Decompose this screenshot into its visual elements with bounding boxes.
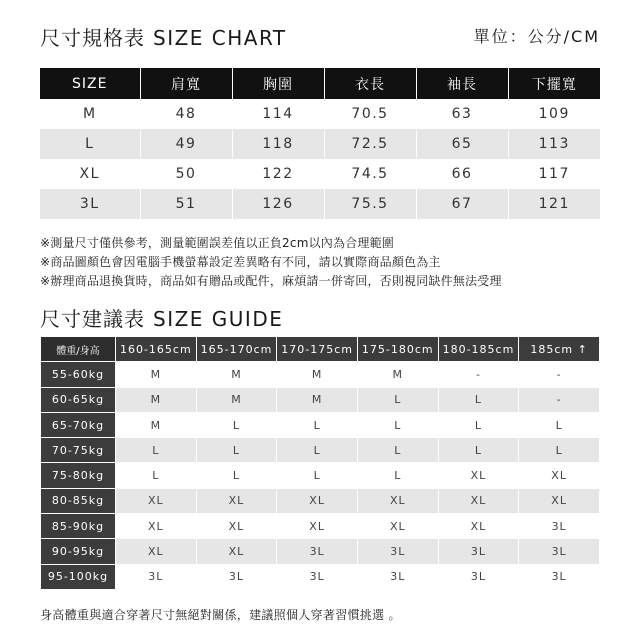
guide-size-cell: - xyxy=(519,387,600,412)
guide-size-cell: L xyxy=(196,412,277,437)
value-cell: 51 xyxy=(140,189,232,219)
table-row xyxy=(41,463,600,488)
size-guide-header-row xyxy=(41,337,600,362)
value-cell: 126 xyxy=(232,189,324,219)
table-row xyxy=(41,362,600,387)
guide-size-cell: 3L xyxy=(196,564,277,589)
value-cell: 66 xyxy=(416,159,508,189)
value-cell: 65 xyxy=(416,129,508,159)
size-guide-title xyxy=(40,303,283,332)
guide-size-cell: XL xyxy=(438,463,519,488)
value-cell: 50 xyxy=(140,159,232,189)
guide-size-cell: 3L xyxy=(438,564,519,589)
size-cell: L xyxy=(40,129,140,159)
size-chart-table xyxy=(40,68,600,219)
table-row xyxy=(41,387,600,412)
guide-size-cell: XL xyxy=(357,488,438,513)
table-row xyxy=(40,189,600,219)
value-cell: 63 xyxy=(416,99,508,129)
note-measurement: ※測量尺寸僅供參考，測量範圍誤差值以正負2cm以內為合理範圍 xyxy=(40,236,394,250)
value-cell: 109 xyxy=(508,99,600,129)
guide-size-cell: L xyxy=(438,438,519,463)
header-cell: 下擺寬 xyxy=(508,68,600,99)
value-cell: 122 xyxy=(232,159,324,189)
table-row xyxy=(41,539,600,564)
guide-size-cell: L xyxy=(357,412,438,437)
guide-size-cell: XL xyxy=(116,488,197,513)
guide-size-cell: XL xyxy=(277,514,358,539)
value-cell: 121 xyxy=(508,189,600,219)
guide-size-cell: M xyxy=(116,362,197,387)
guide-size-cell: 3L xyxy=(357,539,438,564)
header-cell: 胸圍 xyxy=(232,68,324,99)
size-guide-title-zh: 尺寸建議表 xyxy=(40,307,145,331)
height-header-cell: 185cm ↑ xyxy=(519,337,600,362)
guide-size-cell: 3L xyxy=(438,539,519,564)
size-chart-header-row xyxy=(40,68,600,99)
guide-size-cell: XL xyxy=(357,514,438,539)
guide-size-cell: L xyxy=(519,438,600,463)
weight-cell: 65-70kg xyxy=(41,412,116,437)
weight-cell: 95-100kg xyxy=(41,564,116,589)
table-row xyxy=(41,412,600,437)
weight-cell: 75-80kg xyxy=(41,463,116,488)
value-cell: 75.5 xyxy=(324,189,416,219)
height-header-cell: 160-165cm xyxy=(116,337,197,362)
guide-size-cell: XL xyxy=(196,539,277,564)
guide-size-cell: M xyxy=(196,387,277,412)
guide-size-cell: XL xyxy=(519,488,600,513)
value-cell: 67 xyxy=(416,189,508,219)
height-header-cell: 170-175cm xyxy=(277,337,358,362)
value-cell: 118 xyxy=(232,129,324,159)
guide-size-cell: L xyxy=(116,463,197,488)
guide-size-cell: L xyxy=(196,438,277,463)
size-cell: M xyxy=(40,99,140,129)
size-chart-title xyxy=(40,22,287,51)
table-row xyxy=(41,564,600,589)
guide-size-cell: L xyxy=(116,438,197,463)
value-cell: 74.5 xyxy=(324,159,416,189)
weight-cell: 70-75kg xyxy=(41,438,116,463)
guide-size-cell: 3L xyxy=(277,539,358,564)
table-row xyxy=(40,159,600,189)
header-cell: SIZE xyxy=(40,68,140,99)
notes-block xyxy=(40,234,610,291)
size-chart-title-en: SIZE CHART xyxy=(153,26,287,50)
value-cell: 72.5 xyxy=(324,129,416,159)
guide-size-cell: L xyxy=(277,463,358,488)
footer-note: 身高體重與適合穿著尺寸無絕對關係，建議照個人穿著習慣挑選 。 xyxy=(40,608,401,622)
table-row xyxy=(41,438,600,463)
weight-cell: 90-95kg xyxy=(41,539,116,564)
guide-size-cell: L xyxy=(277,438,358,463)
table-row xyxy=(41,514,600,539)
value-cell: 117 xyxy=(508,159,600,189)
guide-size-cell: L xyxy=(357,463,438,488)
note-color: ※商品圖顏色會因電腦手機螢幕設定差異略有不同，請以實際商品顏色為主 xyxy=(40,255,441,269)
header-cell: 衣長 xyxy=(324,68,416,99)
guide-size-cell: L xyxy=(438,412,519,437)
header-cell: 袖長 xyxy=(416,68,508,99)
value-cell: 113 xyxy=(508,129,600,159)
weight-cell: 85-90kg xyxy=(41,514,116,539)
corner-cell: 體重/身高 xyxy=(41,337,116,362)
size-chart-title-zh: 尺寸規格表 xyxy=(40,26,145,50)
guide-size-cell: L xyxy=(357,438,438,463)
weight-cell: 60-65kg xyxy=(41,387,116,412)
guide-size-cell: XL xyxy=(116,514,197,539)
table-row xyxy=(41,488,600,513)
value-cell: 70.5 xyxy=(324,99,416,129)
guide-size-cell: M xyxy=(196,362,277,387)
table-row xyxy=(40,99,600,129)
size-guide-title-en: SIZE GUIDE xyxy=(153,307,284,331)
size-guide-table xyxy=(40,336,600,590)
guide-size-cell: XL xyxy=(116,539,197,564)
guide-size-cell: 3L xyxy=(277,564,358,589)
guide-size-cell: L xyxy=(357,387,438,412)
guide-size-cell: L xyxy=(519,412,600,437)
guide-size-cell: M xyxy=(277,387,358,412)
guide-size-cell: M xyxy=(277,362,358,387)
guide-size-cell: - xyxy=(519,362,600,387)
guide-size-cell: 3L xyxy=(519,539,600,564)
guide-size-cell: XL xyxy=(438,514,519,539)
guide-size-cell: XL xyxy=(519,463,600,488)
value-cell: 49 xyxy=(140,129,232,159)
value-cell: 48 xyxy=(140,99,232,129)
guide-size-cell: XL xyxy=(196,514,277,539)
unit-label: 單位：公分/CM xyxy=(473,27,600,46)
guide-size-cell: XL xyxy=(438,488,519,513)
guide-size-cell: M xyxy=(357,362,438,387)
height-header-cell: 175-180cm xyxy=(357,337,438,362)
weight-cell: 55-60kg xyxy=(41,362,116,387)
guide-size-cell: 3L xyxy=(519,514,600,539)
guide-size-cell: - xyxy=(438,362,519,387)
guide-size-cell: M xyxy=(116,412,197,437)
note-return: ※辦理商品退換貨時，商品如有贈品或配件，麻煩請一併寄回，否則視同缺件無法受理 xyxy=(40,274,502,288)
guide-size-cell: M xyxy=(116,387,197,412)
value-cell: 114 xyxy=(232,99,324,129)
height-header-cell: 165-170cm xyxy=(196,337,277,362)
table-row xyxy=(40,129,600,159)
height-header-cell: 180-185cm xyxy=(438,337,519,362)
guide-size-cell: XL xyxy=(196,488,277,513)
header-cell: 肩寬 xyxy=(140,68,232,99)
guide-size-cell: L xyxy=(277,412,358,437)
size-cell: 3L xyxy=(40,189,140,219)
guide-size-cell: L xyxy=(196,463,277,488)
guide-size-cell: 3L xyxy=(357,564,438,589)
guide-size-cell: L xyxy=(438,387,519,412)
guide-size-cell: 3L xyxy=(116,564,197,589)
guide-size-cell: XL xyxy=(277,488,358,513)
guide-size-cell: 3L xyxy=(519,564,600,589)
weight-cell: 80-85kg xyxy=(41,488,116,513)
size-cell: XL xyxy=(40,159,140,189)
